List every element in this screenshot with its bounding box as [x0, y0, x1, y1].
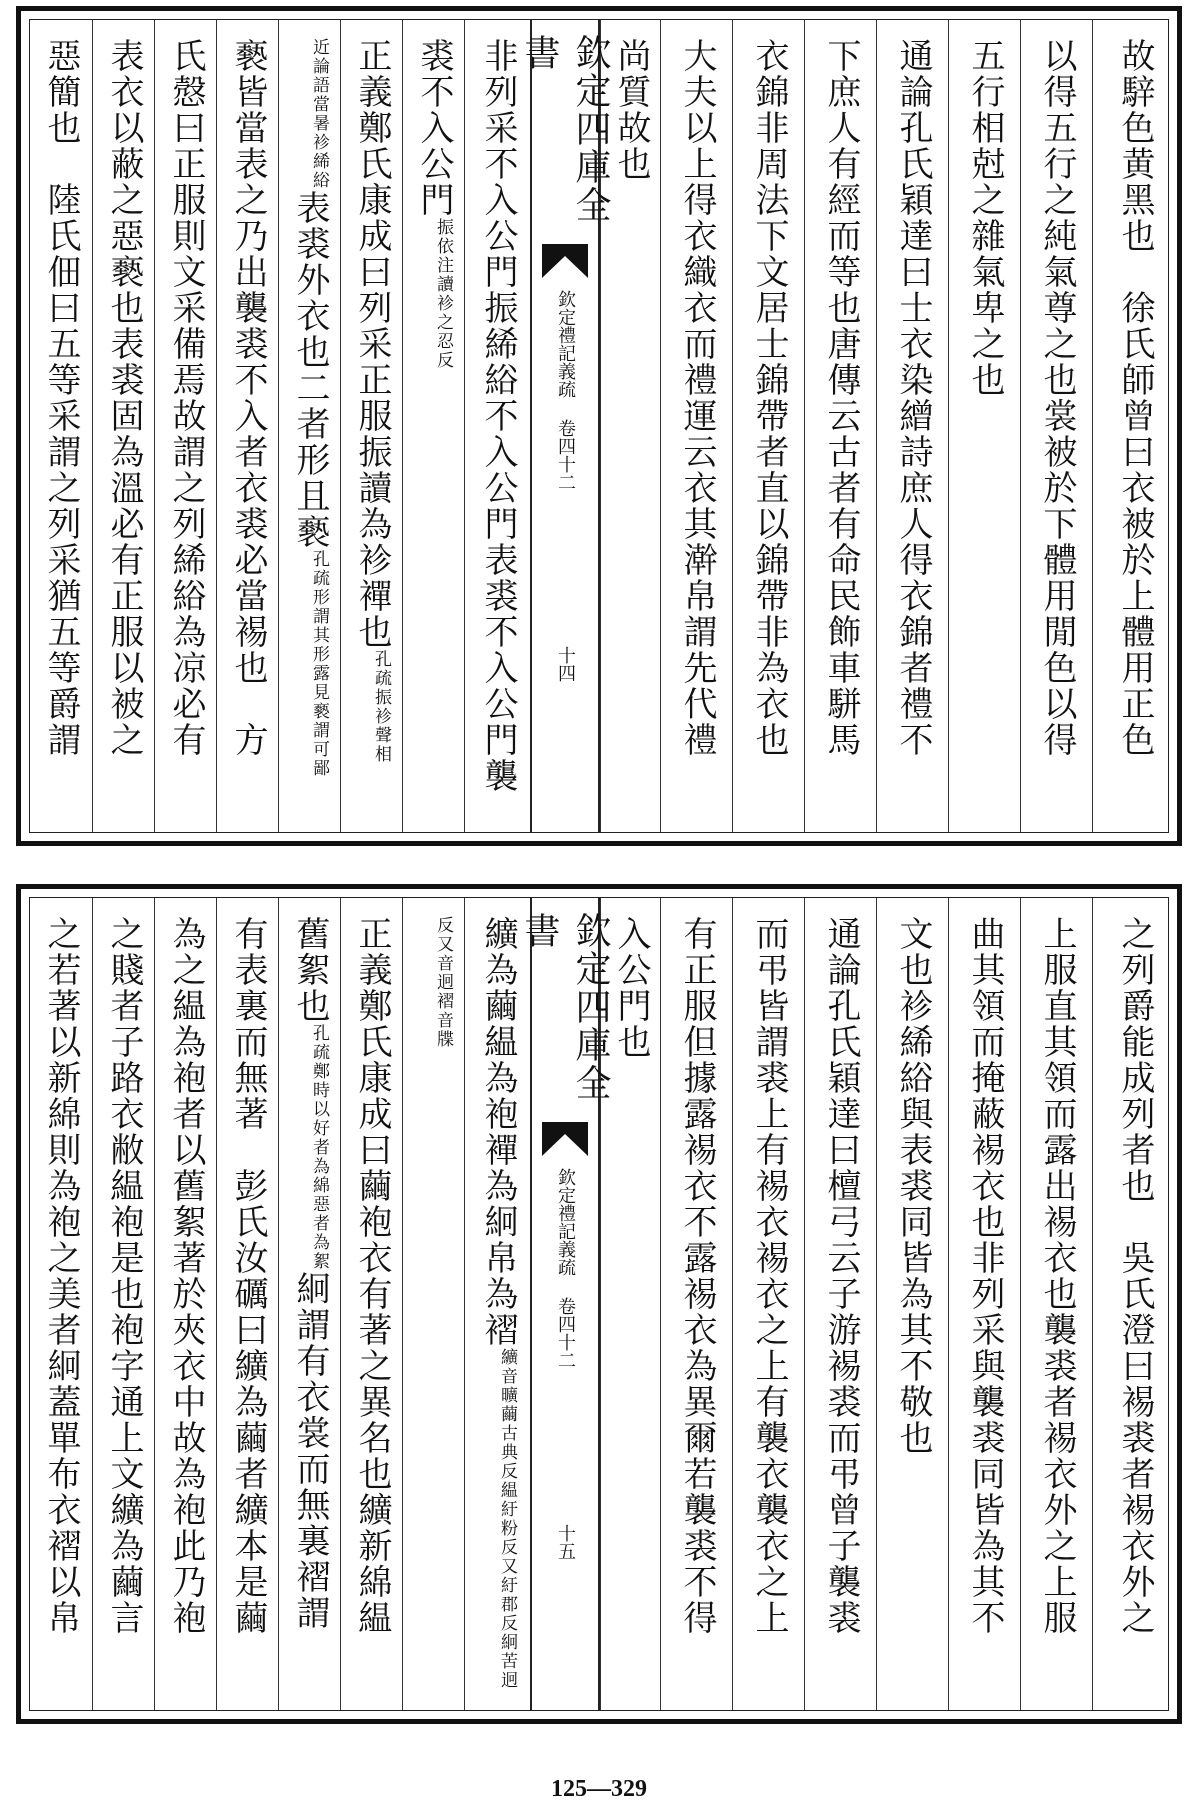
- main-text: 纊為繭緼為袍襌為絅帛為褶: [478, 916, 518, 1348]
- column-text: 為之緼為袍者以舊絮著於夾衣中故為袍此乃袍: [166, 916, 206, 1636]
- annotation: 近論語當暑袗絺綌: [309, 38, 329, 190]
- column-text: 下庶人有經而等也唐傳云古者有命民飾車駢馬: [821, 38, 861, 758]
- text-column: [732, 20, 805, 832]
- column-text: 氏慤曰正服則文采備焉故謂之列絺綌為凉必有: [166, 38, 206, 758]
- column-text: 有表裏而無著 彭氏汝礪曰纊為繭者纊本是繭: [228, 916, 268, 1636]
- page-number: 125—329: [551, 1776, 647, 1802]
- column-text: 之列爵能成列者也 吳氏澄曰裼裘者裼衣外之: [1115, 916, 1155, 1636]
- annotation: 反又音迥褶音牒: [433, 916, 453, 1049]
- annotation: 孔疏形謂其形露見褻謂可鄙: [309, 550, 329, 778]
- volume-label: 欽定禮記義疏 卷四十二: [555, 1168, 576, 1369]
- text-column: [1092, 20, 1177, 832]
- text-column: [216, 20, 279, 832]
- text-column: [660, 898, 733, 1710]
- volume-label: 欽定禮記義疏 卷四十二: [555, 290, 576, 491]
- text-column: [1020, 20, 1093, 832]
- fish-tail-mark-icon: [542, 1122, 588, 1156]
- text-column: [154, 20, 217, 832]
- text-column: [92, 20, 155, 832]
- text-column: [732, 898, 805, 1710]
- column-text: 正義鄭氏康成曰繭袍衣有著之異名也纊新綿緼: [352, 916, 392, 1636]
- text-column: [804, 20, 877, 832]
- column-text: [412, 898, 456, 1710]
- text-column: [876, 20, 949, 832]
- text-column: [278, 20, 341, 832]
- upper-page-frame: [29, 19, 1169, 833]
- main-text: 絅謂有衣裳而無裏褶謂: [290, 1271, 330, 1631]
- main-text: 表裘外衣也二者形且褻: [290, 190, 330, 550]
- book-title: 欽定四庫全書: [519, 34, 611, 224]
- text-column: [660, 20, 733, 832]
- annotation: 振依注讀袗之忍反: [433, 218, 453, 370]
- column-text: 褻皆當表之乃出襲裘不入者衣裘必當裼也 方: [228, 38, 268, 758]
- text-column: [804, 898, 877, 1710]
- text-column: [1092, 898, 1177, 1710]
- column-text: 尚質故也: [611, 38, 651, 182]
- column-text: [288, 898, 332, 1710]
- main-text: 裘不入公門: [414, 38, 454, 218]
- column-text: 以得五行之純氣尊之也裳被於下體用閒色以得: [1037, 38, 1077, 758]
- column-text: 之若著以新綿則為袍之美者絅蓋單布衣褶以帛: [41, 916, 81, 1636]
- text-column: [948, 20, 1021, 832]
- column-text: 惡簡也 陸氏佃曰五等采謂之列采猶五等爵謂: [41, 38, 81, 758]
- column-text: 文也袗絺綌與表裘同皆為其不敬也: [893, 916, 933, 1456]
- text-column: [30, 898, 92, 1710]
- column-text: [412, 20, 456, 832]
- main-text: 正義鄭氏康成曰列采正服振讀為袗襌也: [352, 38, 392, 650]
- column-text: 大夫以上得衣織衣而禮運云衣其澣帛謂先代禮: [677, 38, 717, 758]
- column-text: [476, 898, 520, 1710]
- text-column: [948, 898, 1021, 1710]
- leaf-number: 十五: [555, 1524, 576, 1560]
- column-text: 表衣以蔽之惡褻也表裘固為溫必有正服以被之: [104, 38, 144, 758]
- text-column: [92, 898, 155, 1710]
- text-column: [1020, 898, 1093, 1710]
- leaf-number: 十四: [555, 646, 576, 682]
- text-column: [402, 898, 465, 1710]
- text-column: [30, 20, 92, 832]
- column-text: 五行相尅之雜氣卑之也: [965, 38, 1005, 398]
- upper-page: [16, 6, 1182, 846]
- column-text: [288, 20, 332, 832]
- text-column: [216, 898, 279, 1710]
- annotation: 孔疏振袗聲相: [371, 650, 391, 764]
- main-text: 舊絮也: [290, 916, 330, 1024]
- column-text: 通論孔氏穎達曰士衣染繒詩庶人得衣錦者禮不: [893, 38, 933, 758]
- text-column: [876, 898, 949, 1710]
- text-column: [278, 898, 341, 1710]
- column-text: 衣錦非周法下文居士錦帶者直以錦帶非為衣也: [749, 38, 789, 758]
- lower-page-frame: [29, 897, 1169, 1711]
- fish-tail-mark-icon: [542, 244, 588, 278]
- text-column: [340, 20, 403, 832]
- column-text: 入公門也: [611, 916, 651, 1060]
- column-text: 上服直其領而露出裼衣也襲裘者裼衣外之上服: [1037, 916, 1077, 1636]
- text-column: [464, 20, 531, 832]
- column-text: 之賤者子路衣敝緼袍是也袍字通上文纊為繭言: [104, 916, 144, 1636]
- column-text: 而弔皆謂裘上有裼衣裼衣之上有襲衣襲衣之上: [749, 916, 789, 1636]
- annotation: 纊音曠繭古典反緼紆粉反又紆郡反絅苦迥: [497, 1348, 517, 1690]
- column-text: 曲其領而掩蔽裼衣也非列采與襲裘同皆為其不: [965, 916, 1005, 1636]
- column-text: 非列采不入公門振絺綌不入公門表裘不入公門襲: [478, 38, 518, 794]
- center-fold: [519, 20, 611, 832]
- text-column: [340, 898, 403, 1710]
- text-column: [402, 20, 465, 832]
- center-fold: [519, 898, 611, 1710]
- book-title: 欽定四庫全書: [519, 912, 611, 1102]
- text-column: [154, 898, 217, 1710]
- column-text: 有正服但據露裼衣不露裼衣為異爾若襲裘不得: [677, 916, 717, 1636]
- annotation: 孔疏鄭時以好者為綿惡者為絮: [309, 1024, 329, 1271]
- column-text: 故騂色黄黑也 徐氏師曾曰衣被於上體用正色: [1115, 38, 1155, 758]
- column-text: 通論孔氏穎達曰檀弓云子游裼裘而弔曾子襲裘: [821, 916, 861, 1636]
- text-column: [464, 898, 531, 1710]
- column-text: [350, 20, 394, 832]
- lower-page: [16, 884, 1182, 1724]
